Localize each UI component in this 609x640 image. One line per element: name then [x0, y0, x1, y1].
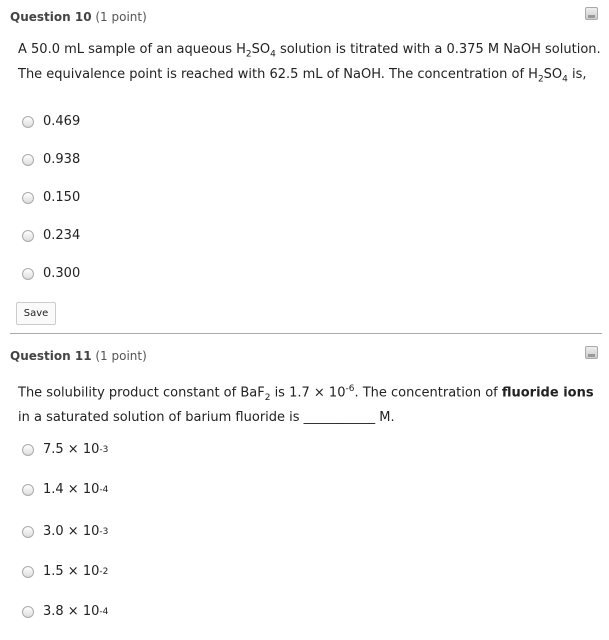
radio-button[interactable] — [22, 566, 34, 578]
radio-button[interactable] — [22, 154, 34, 166]
text-segment: -2 — [99, 566, 109, 577]
text-segment: fluoride ions — [501, 385, 594, 401]
text-segment: solution is titrated with a 0.375 M NaOH solution. The equivalence point is reached with 62.5 mL of NaOH. The concentration of H — [18, 42, 601, 82]
text-segment: 7.5 × 10 — [43, 442, 100, 457]
option-radio[interactable] — [22, 442, 108, 457]
text-segment: -3 — [99, 444, 109, 455]
option-radio[interactable] — [22, 524, 108, 539]
text-segment: 0.150 — [43, 190, 81, 205]
divider — [10, 333, 602, 334]
radio-button[interactable] — [22, 606, 34, 618]
question-11-text — [18, 380, 603, 427]
text-segment: A 50.0 mL sample of an aqueous H — [18, 42, 246, 57]
option-radio[interactable] — [22, 228, 80, 243]
text-segment: 0.234 — [43, 228, 81, 243]
save-disk-icon[interactable] — [585, 346, 598, 359]
text-segment: 2 — [245, 49, 252, 60]
text-segment: 2 — [537, 74, 544, 85]
text-segment: 4 — [562, 74, 568, 85]
option-radio[interactable] — [22, 266, 80, 281]
option-radio[interactable] — [22, 604, 108, 619]
option-radio[interactable] — [22, 482, 108, 497]
text-segment: 3.8 × 10 — [43, 604, 100, 619]
text-segment: is, — [567, 66, 587, 82]
text-segment: -6 — [345, 384, 355, 394]
text-segment: is 1.7 × 10 — [270, 385, 346, 401]
option-radio[interactable] — [22, 564, 108, 579]
radio-button[interactable] — [22, 444, 34, 456]
text-segment: 1.4 × 10 — [43, 482, 100, 497]
question-10-header — [10, 10, 147, 24]
text-segment: -3 — [99, 526, 109, 537]
question-title: Question 10 — [10, 10, 92, 24]
question-10-text — [18, 40, 603, 89]
radio-button[interactable] — [22, 526, 34, 538]
text-segment: in a saturated solution of barium fluoride is ___________ M. — [18, 409, 395, 425]
radio-button[interactable] — [22, 268, 34, 280]
text-segment: 0.469 — [43, 114, 81, 129]
text-segment: SO — [251, 42, 271, 57]
text-segment: -4 — [99, 606, 109, 617]
question-title: Question 11 — [10, 349, 92, 363]
question-points: (1 point) — [95, 10, 147, 24]
radio-button[interactable] — [22, 116, 34, 128]
option-radio[interactable] — [22, 114, 80, 129]
text-segment: 2 — [264, 392, 271, 403]
text-segment: The solubility product constant of BaF — [18, 385, 265, 401]
text-segment: . The concentration of — [354, 385, 502, 401]
text-segment: 4 — [270, 49, 276, 60]
text-segment: 3.0 × 10 — [43, 524, 100, 539]
text-segment: 0.300 — [43, 266, 81, 281]
question-11-header — [10, 349, 147, 363]
text-segment: 0.938 — [43, 152, 81, 167]
radio-button[interactable] — [22, 484, 34, 496]
save-button[interactable]: Save — [16, 302, 56, 325]
text-segment: 1.5 × 10 — [43, 564, 100, 579]
question-points: (1 point) — [95, 349, 147, 363]
radio-button[interactable] — [22, 192, 34, 204]
save-disk-icon[interactable] — [585, 7, 598, 20]
text-segment: -4 — [99, 484, 109, 495]
radio-button[interactable] — [22, 230, 34, 242]
option-radio[interactable] — [22, 152, 80, 167]
option-radio[interactable] — [22, 190, 80, 205]
text-segment: SO — [543, 66, 563, 82]
